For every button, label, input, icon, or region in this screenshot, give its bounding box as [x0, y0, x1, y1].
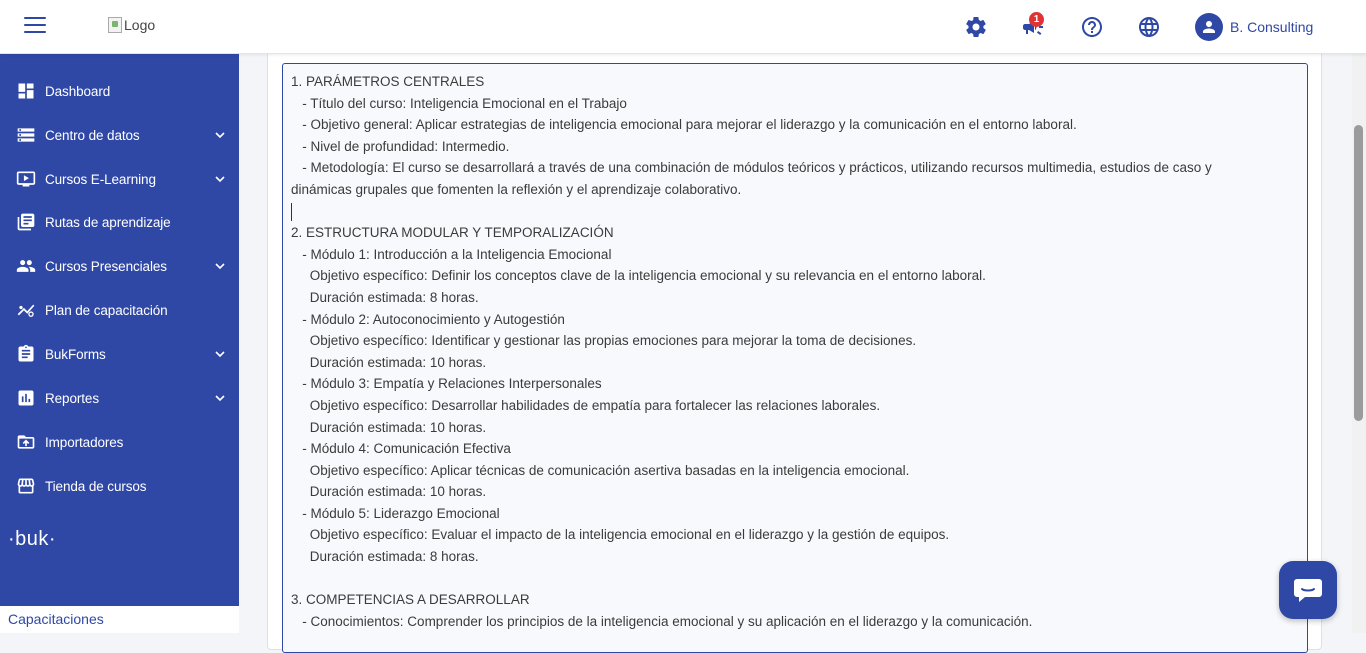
dashboard-icon: [16, 81, 36, 101]
module-label: Capacitaciones: [0, 606, 239, 633]
editor-line: - Conocimientos: Comprender los principios de la inteligencia emocional y su aplicación en el liderazgo y la comunicación.: [291, 613, 1033, 629]
sidebar-item-bukforms[interactable]: [0, 332, 239, 376]
chevron-down-icon: [214, 129, 226, 141]
editor-line: - Módulo 1: Introducción a la Inteligencia Emocional: [291, 246, 612, 262]
sidebar-item-label: Reportes: [45, 390, 99, 406]
sidebar-item-label: Plan de capacitación: [45, 302, 168, 318]
chart-line-icon: [16, 300, 36, 320]
storage-icon: [16, 125, 36, 145]
text-caret-line: [291, 201, 1299, 223]
logo-alt-text: Logo: [124, 17, 156, 33]
editor-line: Objetivo específico: Desarrollar habilidades de empatía para fortalecer las relaciones laborales.: [291, 397, 881, 413]
editor-line: 3. COMPETENCIAS A DESARROLLAR: [291, 592, 530, 608]
sidebar-item-reportes[interactable]: [0, 376, 239, 420]
library-icon: [16, 212, 36, 232]
user-name: B. Consulting: [1230, 19, 1314, 35]
editor-line: Objetivo específico: Identificar y gestionar las propias emociones para mejorar la toma de decisiones.: [291, 333, 917, 349]
editor-line: - Objetivo general: Aplicar estrategias de inteligencia emocional para mejorar el liderazgo y la comunicación en el entorno laboral.: [291, 117, 1077, 133]
editor-line: Objetivo específico: Aplicar técnicas de comunicación asertiva basadas en la inteligencia emocional.: [291, 462, 910, 478]
sidebar-item-label: BukForms: [45, 346, 106, 362]
sidebar-item-label: Cursos E-Learning: [45, 171, 156, 187]
video-icon: [16, 169, 36, 189]
sidebar-item-importadores[interactable]: [0, 420, 239, 464]
menu-toggle-icon[interactable]: [24, 17, 46, 35]
bar-chart-icon: [16, 388, 36, 408]
upload-folder-icon: [16, 432, 36, 452]
chat-bubble-icon: [1293, 577, 1323, 603]
avatar: [1195, 13, 1223, 41]
editor-line: - Título del curso: Inteligencia Emocional en el Trabajo: [291, 95, 627, 111]
sidebar-item-rutas-de-aprendizaje[interactable]: [0, 200, 239, 244]
person-icon: [1200, 18, 1218, 36]
editor-line: Objetivo específico: Definir los conceptos clave de la inteligencia emocional y su relevancia en el entorno laboral.: [291, 268, 986, 284]
sidebar-item-cursos-e-learning[interactable]: [0, 157, 239, 201]
editor-line: 1. PARÁMETROS CENTRALES: [291, 74, 485, 89]
sidebar-item-dashboard[interactable]: [0, 69, 239, 113]
buk-logo: ·buk·: [8, 528, 57, 550]
sidebar-item-label: Dashboard: [45, 83, 111, 99]
editor-line: 2. ESTRUCTURA MODULAR Y TEMPORALIZACIÓN: [291, 225, 614, 241]
chevron-down-icon: [214, 392, 226, 404]
editor-line: - Nivel de profundidad: Intermedio.: [291, 138, 510, 154]
chevron-down-icon: [214, 173, 226, 185]
broken-image-icon: [108, 17, 122, 33]
store-icon: [16, 476, 36, 496]
sidebar-item-centro-de-datos[interactable]: [0, 113, 239, 157]
editor-line: - Módulo 5: Liderazgo Emocional: [291, 505, 500, 521]
sidebar-item-label: Centro de datos: [45, 127, 140, 143]
editor-line: [291, 568, 1299, 590]
sidebar-item-label: Importadores: [45, 434, 124, 450]
people-icon: [16, 256, 36, 276]
chat-button[interactable]: [1279, 561, 1337, 619]
editor-line: Objetivo específico: Evaluar el impacto de la inteligencia emocional en el liderazgo y la gestión de equipos.: [291, 527, 950, 543]
editor-line: dinámicas grupales que fomenten la reflexión y el aprendizaje colaborativo.: [291, 181, 742, 197]
gear-icon[interactable]: [964, 15, 988, 39]
editor-line: Duración estimada: 8 horas.: [291, 289, 479, 305]
editor-line: Duración estimada: 10 horas.: [291, 419, 487, 435]
editor-line: - Módulo 4: Comunicación Efectiva: [291, 441, 511, 457]
user-menu[interactable]: [1195, 13, 1313, 41]
editor-line: Duración estimada: 10 horas.: [291, 484, 487, 500]
notification-badge: 1: [1029, 12, 1044, 27]
sidebar-item-tienda-de-cursos[interactable]: [0, 464, 239, 508]
page-scrollbar-thumb[interactable]: [1354, 125, 1363, 421]
sidebar-item-label: Rutas de aprendizaje: [45, 214, 171, 230]
editor-line: - Módulo 2: Autoconocimiento y Autogestión: [291, 311, 565, 327]
logo[interactable]: [108, 17, 155, 33]
help-icon[interactable]: [1080, 15, 1104, 39]
editor-line: - Módulo 3: Empatía y Relaciones Interpersonales: [291, 376, 602, 392]
sidebar: [0, 54, 239, 633]
editor-line: Duración estimada: 8 horas.: [291, 549, 479, 565]
sidebar-item-cursos-presenciales[interactable]: [0, 244, 239, 288]
editor-line: - Metodología: El curso se desarrollará a través de una combinación de módulos teóricos y prácticos, utilizando recursos multimedia, estudios de caso y: [291, 160, 1212, 176]
chevron-down-icon: [214, 260, 226, 272]
sidebar-item-label: Cursos Presenciales: [45, 258, 167, 274]
course-content-textarea[interactable]: [282, 63, 1308, 653]
sidebar-item-label: Tienda de cursos: [45, 478, 147, 494]
editor-line: Duración estimada: 10 horas.: [291, 354, 487, 370]
globe-icon[interactable]: [1137, 15, 1161, 39]
top-bar: [0, 0, 1366, 54]
chevron-down-icon: [214, 348, 226, 360]
text-caret: [291, 203, 292, 221]
sidebar-item-plan-de-capacitacion[interactable]: [0, 288, 239, 332]
clipboard-icon: [16, 344, 36, 364]
